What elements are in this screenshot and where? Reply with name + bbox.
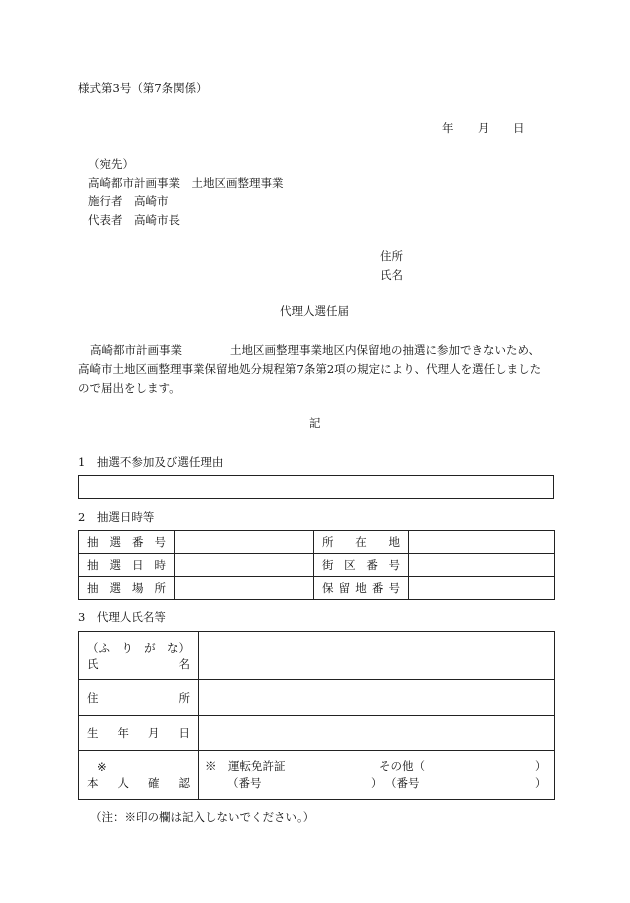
other-number-close: ）	[535, 776, 547, 790]
table-row	[79, 632, 555, 680]
license-number-close: ）	[371, 776, 383, 790]
addressee-line-project: 高崎都市計画事業 土地区画整理事業	[88, 176, 284, 190]
addressee-line-operator: 施行者 高崎市	[88, 194, 169, 208]
lottery-number-label: 抽 選 番 号	[79, 531, 175, 554]
office-use-mark: ※	[97, 760, 107, 774]
lottery-info-table	[78, 530, 555, 600]
other-id-close: ）	[535, 759, 547, 773]
lottery-datetime-label: 抽 選 日 時	[79, 554, 175, 577]
footnote: （注：※印の欄は記入しないでください。）	[90, 810, 315, 824]
date-month-label: 月	[478, 121, 490, 135]
block-number-label: 街 区 番 号	[314, 554, 409, 577]
reserved-lot-number-label: 保 留 地 番 号	[314, 577, 409, 600]
addressee-heading: （宛先）	[88, 157, 134, 171]
form-number: 様式第3号（第7条関係）	[78, 81, 208, 95]
location-field[interactable]	[409, 531, 555, 554]
date-year-label: 年	[442, 121, 454, 135]
section-3-heading: 3 代理人氏名等	[78, 610, 166, 624]
location-label: 所 在 地	[314, 531, 409, 554]
other-id-label: その他（	[379, 759, 425, 773]
agent-dob-label: 生 年 月 日	[79, 716, 199, 751]
agent-address-field[interactable]	[199, 680, 555, 716]
reason-field[interactable]	[78, 475, 554, 499]
lottery-datetime-field[interactable]	[175, 554, 314, 577]
furigana-name-label: （ふ り が な） 氏 名	[79, 632, 199, 680]
table-row	[79, 680, 555, 716]
body-line-1	[78, 340, 554, 360]
section-1-heading: 1 抽選不参加及び選任理由	[78, 455, 224, 469]
applicant-address-label: 住所	[380, 249, 403, 263]
table-row	[79, 554, 555, 577]
table-row	[79, 716, 555, 751]
agent-address-label: 住 所	[79, 680, 199, 716]
table-row	[79, 751, 555, 800]
body-line-1-project: 高崎都市計画事業	[90, 343, 182, 357]
addressee-line-representative: 代表者 高崎市長	[88, 213, 180, 227]
table-row	[79, 577, 555, 600]
ki-heading: 記	[309, 416, 321, 430]
block-number-field[interactable]	[409, 554, 555, 577]
section-2-heading: 2 抽選日時等	[78, 510, 155, 524]
license-number-label: （番号	[227, 776, 262, 790]
document-title: 代理人選任届	[280, 304, 349, 318]
reserved-lot-number-field[interactable]	[409, 577, 555, 600]
drivers-license-label: ※ 運転免許証	[205, 759, 286, 773]
identity-check-field	[199, 751, 555, 800]
applicant-name-label: 氏名	[380, 268, 403, 282]
body-line-3: ので届出をします。	[78, 381, 181, 395]
date-day-label: 日	[513, 121, 525, 135]
agent-info-table	[78, 631, 555, 800]
agent-name-field[interactable]	[199, 632, 555, 680]
body-line-1-rest: 土地区画整理事業地区内保留地の抽選に参加できないため、	[230, 343, 541, 357]
table-row	[79, 531, 555, 554]
other-number-label: （番号	[385, 776, 420, 790]
identity-check-label: ※ 本 人 確 認	[79, 751, 199, 800]
agent-dob-field[interactable]	[199, 716, 555, 751]
lottery-number-field[interactable]	[175, 531, 314, 554]
body-line-2: 高崎市土地区画整理事業保留地処分規程第7条第2項の規定により、代理人を選任しました	[78, 362, 542, 376]
lottery-place-field[interactable]	[175, 577, 314, 600]
lottery-place-label: 抽 選 場 所	[79, 577, 175, 600]
